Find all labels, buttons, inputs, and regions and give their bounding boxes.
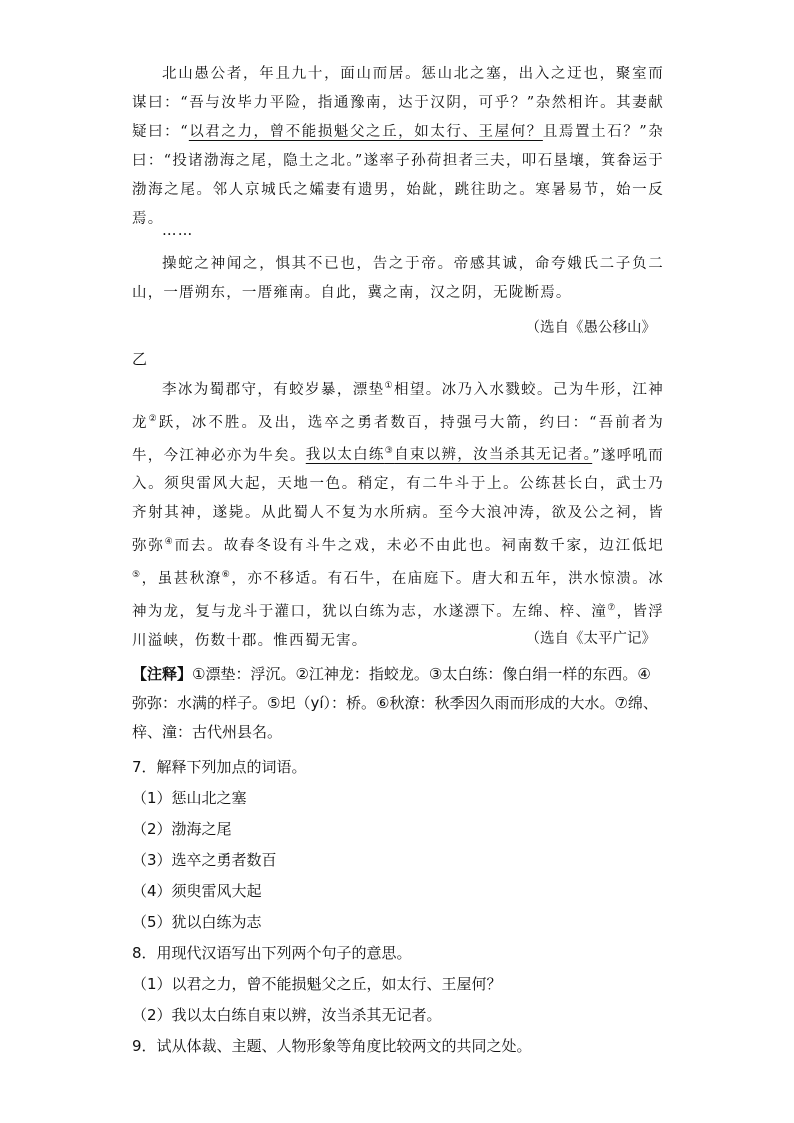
passage-text: 且焉置土石？”杂曰：“投诸渤海之尾，隐土之北。”遂率子孙荷担者三夫，叩石垦壤，箕畚运于渤海之尾。邻人京城氏之孀妻有遗男，始龀，跳往助之。寒暑易节，始一反焉。 (132, 124, 664, 227)
notes-heading: 【注释】 (132, 665, 193, 683)
annotation-notes (132, 660, 664, 747)
footnote-marker: ② (148, 413, 159, 424)
question-8: 8．用现代汉语写出下列两个句子的意思。 (132, 944, 412, 962)
footnote-marker: ④ (164, 537, 175, 548)
question-7: 7．解释下列加点的词语。 (132, 758, 307, 776)
question-7-item-5: （5）犹以白练为志 (132, 913, 262, 931)
underlined-sentence: 我以太白练③自束以辨，汝当杀其无记者。 (305, 446, 593, 464)
passage-jia-paragraph-2: 操蛇之神闻之，惧其不已也，告之于帝。帝感其诚，命夸娥氏二子负二山，一厝朔东，一厝雍南。自此，冀之南，汉之阴，无陇断焉。 (132, 256, 664, 301)
passage-text: 北山愚公者，年且九十，面山而居。惩山北之塞，出入之迂也，聚室而谋曰：“吾与汝毕力平险，指通豫南，达于汉阴，可乎？”杂然相许。其妻献疑曰：“ (132, 66, 664, 140)
question-7-item-1: （1）惩山北之塞 (132, 789, 247, 807)
source-citation-yi: （选自《太平广记》 (525, 631, 656, 647)
footnote-marker: ⑤ (132, 570, 142, 581)
question-7-item-4: （4）须臾雷风大起 (132, 882, 262, 900)
question-8-item-1: （1）以君之力，曾不能损魁父之丘，如太行、王屋何？ (132, 975, 502, 993)
footnote-marker: ① (384, 381, 394, 391)
question-7-item-3: （3）选卒之勇者数百 (132, 851, 277, 869)
ellipsis: …… (162, 223, 194, 239)
source-citation-jia: （选自《愚公移山》 (525, 320, 656, 336)
passage-label-yi: 乙 (132, 350, 148, 368)
question-7-item-2: （2）渤海之尾 (132, 820, 232, 838)
passage-jia-paragraph-1 (132, 60, 664, 234)
footnote-marker: ⑦ (607, 603, 617, 614)
passage-yi-paragraph: 李冰为蜀郡守，有蛟岁暴，漂垫①相望。冰乃入水戮蛟。己为牛形，江神龙②跃，冰不胜。及出，选卒之勇者数百，持强弓大箭，约曰：“吾前者为牛，今江神必亦为牛矣。我以太白练③自束以辨，汝当杀其无记者。”遂呼吼而入。须臾雷风大起，天地一色。稍定，有二牛斗于上。公练甚长白，武士乃齐射其神，遂毙。从此蜀人不复为水所病。至今大浪冲涛，欲及公之祠，皆弥弥④而去。故春冬设有斗牛之戏，未必不由此也。祠南数千家，边江低圯⑤，虽甚秋潦⑥，亦不移适。有石牛，在庙庭下。唐大和五年，洪水惊溃。冰神为龙，复与龙斗于灌口，犹以白练为志，水遂漂下。左绵、梓、潼⑦，皆浮川溢峡，伤数十郡。惟西蜀无害。 (132, 381, 664, 649)
footnote-marker: ⑥ (221, 570, 232, 581)
question-8-item-2: （2）我以太白练自束以辨，汝当杀其无记者。 (132, 1006, 442, 1024)
question-9: 9．试从体裁、主题、人物形象等角度比较两文的共同之处。 (132, 1037, 532, 1055)
footnote-marker: ③ (384, 446, 395, 457)
notes-body: ①漂垫：浮沉。②江神龙：指蛟龙。③太白练：像白绢一样的东西。④弥弥：水满的样子。⑤圯（yí）：桥。⑥秋潦：秋季因久雨而形成的大水。⑦绵、梓、潼：古代州县名。 (132, 665, 658, 741)
underlined-sentence: 以君之力，曾不能损魁父之丘，如太行、王屋何？ (188, 124, 543, 140)
